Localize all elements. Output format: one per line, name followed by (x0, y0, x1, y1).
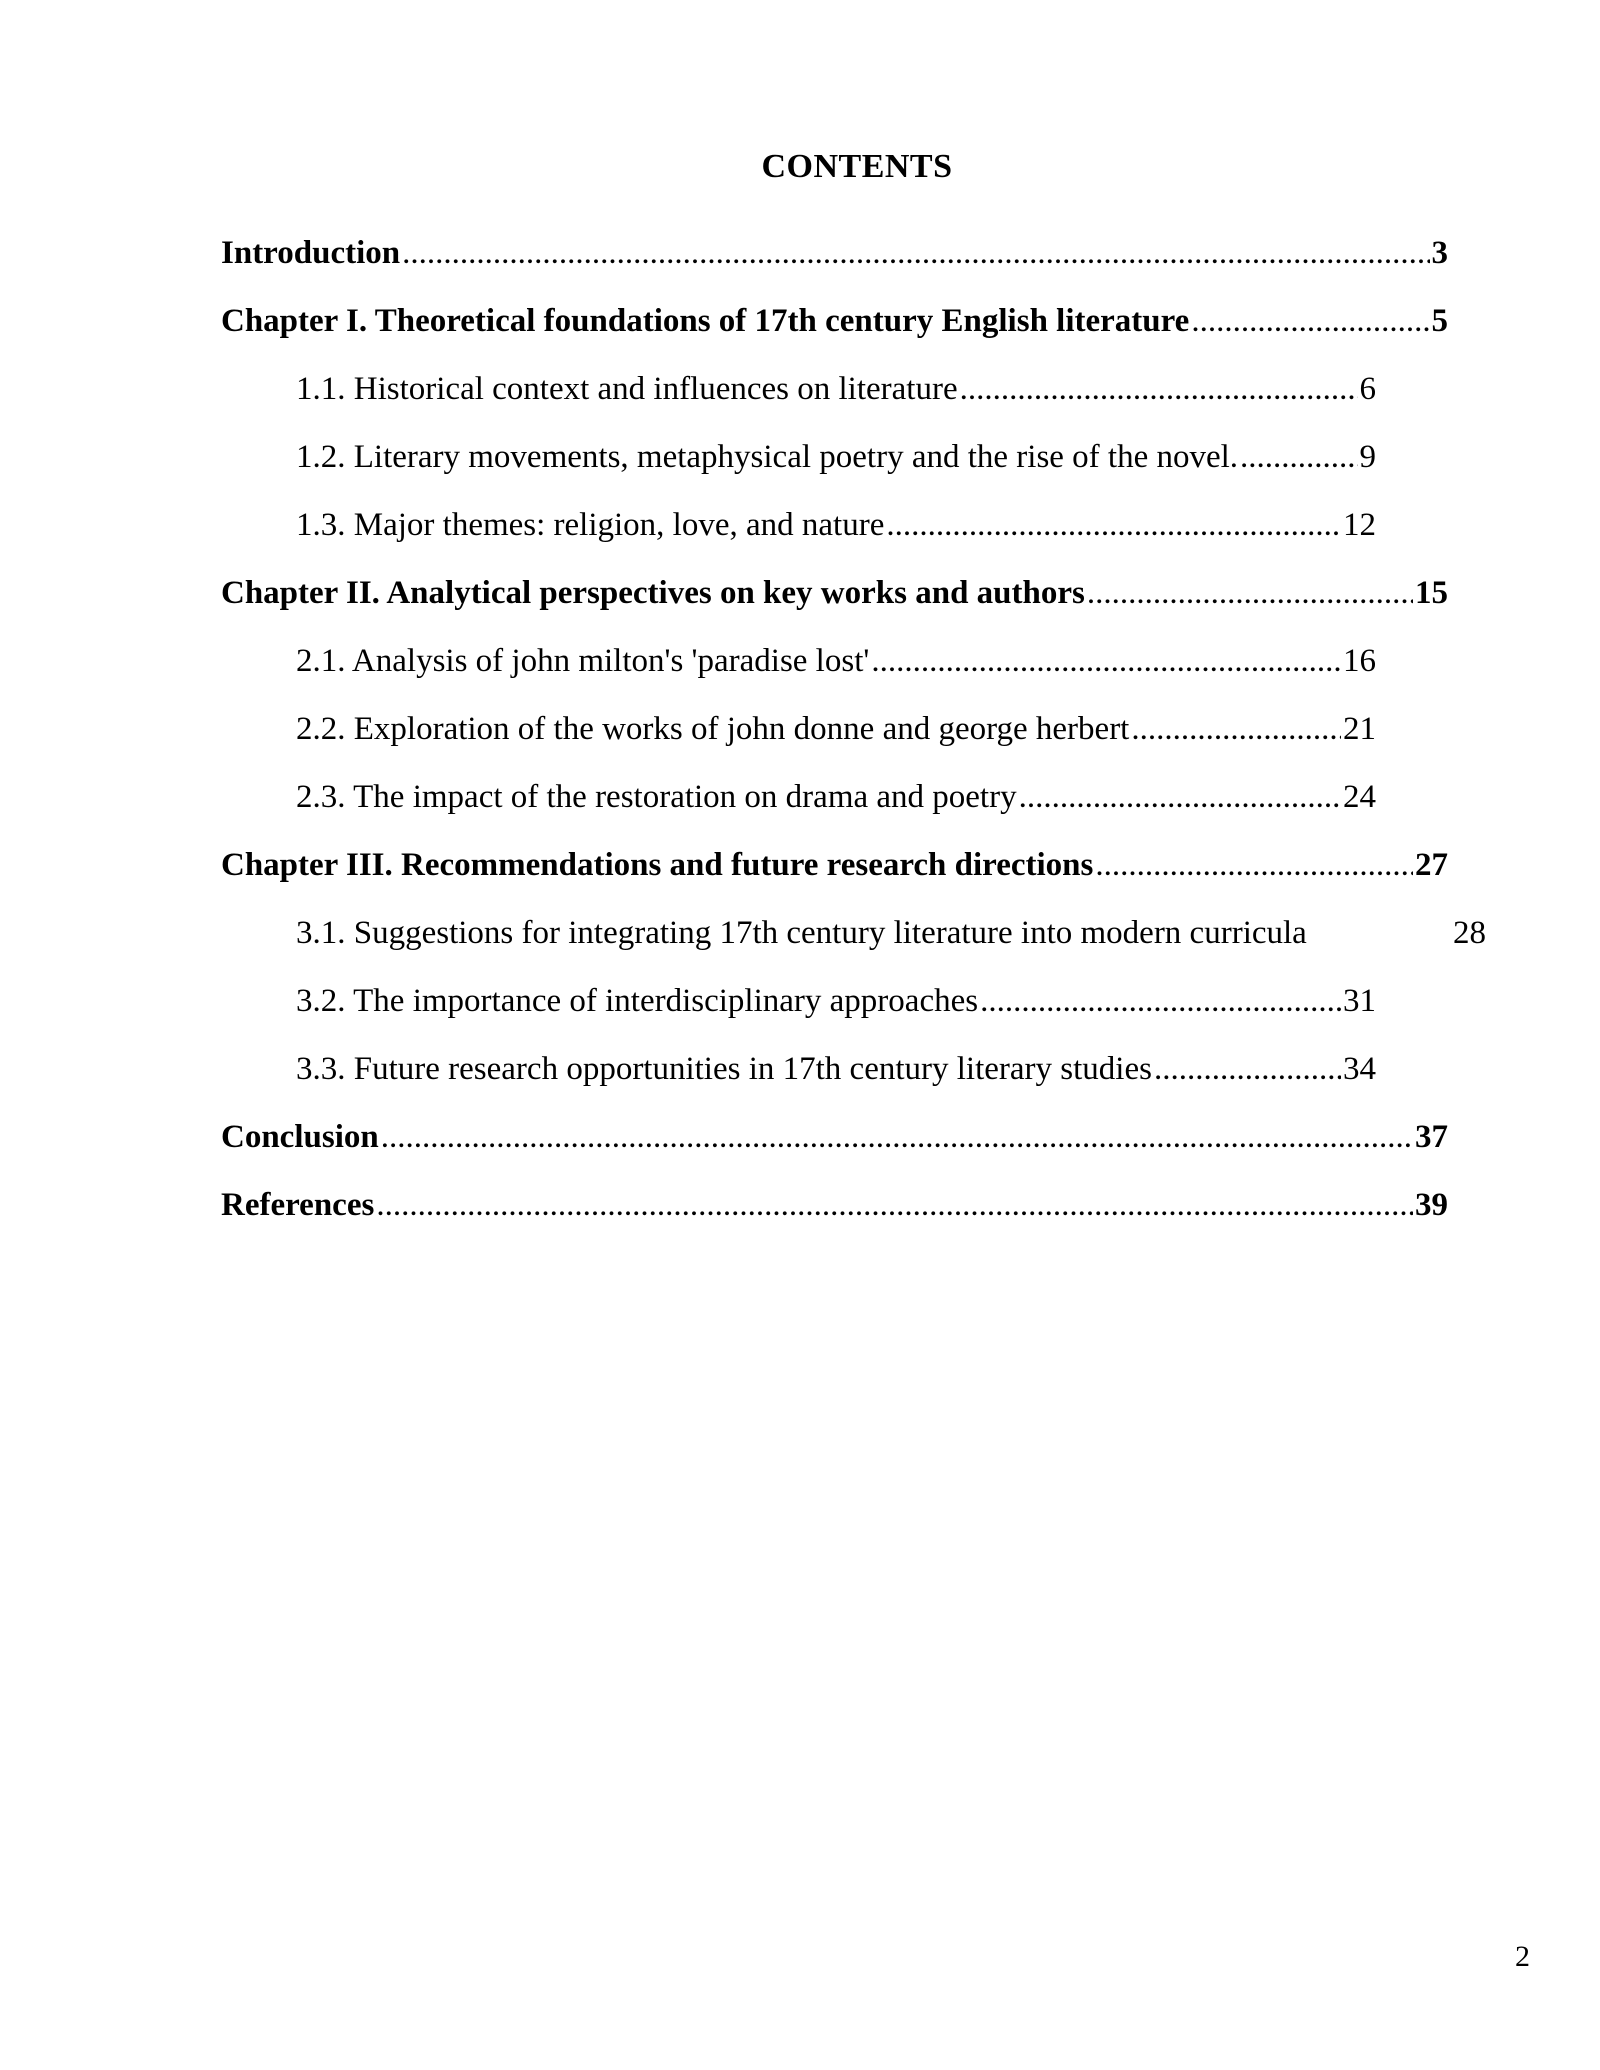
toc-entry-section-1-1[interactable] (296, 371, 1376, 417)
toc-entry-references[interactable] (221, 1187, 1448, 1233)
toc-entry-page: 16 (1343, 643, 1376, 679)
toc-entry-label: Chapter I. Theoretical foundations of 17th century English literature (221, 303, 1190, 339)
toc-entry-section-2-3[interactable] (296, 779, 1376, 825)
toc-entry-section-3-2[interactable] (296, 983, 1376, 1029)
toc-entry-page: 3 (1431, 235, 1448, 271)
page-number: 2 (1515, 1940, 1530, 1973)
toc-leader-dots (960, 371, 1358, 408)
toc-leader-dots (1154, 1051, 1341, 1088)
toc-leader-dots (402, 235, 1429, 272)
toc-entry-page: 24 (1343, 779, 1376, 815)
toc-entry-section-1-2[interactable] (296, 439, 1376, 485)
toc-leader-dots (1019, 779, 1341, 816)
toc-leader-dots (1191, 303, 1429, 340)
toc-entry-label: 3.1. Suggestions for integrating 17th century literature into modern curricula (296, 915, 1307, 951)
toc-entry-label: 2.1. Analysis of john milton's 'paradise lost' (296, 643, 870, 679)
toc-entry-chapter-1[interactable] (221, 303, 1448, 349)
toc-entry-chapter-3[interactable] (221, 847, 1448, 893)
toc-entry-section-2-1[interactable] (296, 643, 1376, 689)
toc-entry-page: 21 (1343, 711, 1376, 747)
toc-leader-dots (1095, 847, 1413, 884)
toc-leader-dots (381, 1119, 1413, 1156)
toc-leader-dots (980, 983, 1341, 1020)
toc-entry-section-3-1[interactable] (296, 915, 1486, 961)
toc-entry-page: 31 (1343, 983, 1376, 1019)
toc-leader-dots (871, 643, 1341, 680)
toc-entry-label: 1.3. Major themes: religion, love, and nature (296, 507, 885, 543)
toc-entry-page: 12 (1343, 507, 1376, 543)
toc-leader-dots (1087, 575, 1413, 612)
toc-entry-conclusion[interactable] (221, 1119, 1448, 1165)
toc-entry-page: 28 (1453, 915, 1486, 951)
toc-entry-label: 3.3. Future research opportunities in 17th century literary studies (296, 1051, 1152, 1087)
toc-entry-page: 39 (1415, 1187, 1448, 1223)
toc-entry-page: 27 (1415, 847, 1448, 883)
toc-entry-page: 37 (1415, 1119, 1448, 1155)
toc-entry-page: 6 (1359, 371, 1376, 407)
toc-leader-dots (1240, 439, 1357, 476)
toc-entry-label: Conclusion (221, 1119, 379, 1155)
toc-entry-section-1-3[interactable] (296, 507, 1376, 553)
toc-entry-label: Chapter III. Recommendations and future research directions (221, 847, 1094, 883)
page-title: CONTENTS (761, 148, 953, 185)
toc-leader-dots (886, 507, 1341, 544)
toc-entry-label: 2.2. Exploration of the works of john donne and george herbert (296, 711, 1130, 747)
toc-entry-chapter-2[interactable] (221, 575, 1448, 621)
toc-leader-dots (376, 1187, 1413, 1224)
toc-entry-label: 1.2. Literary movements, metaphysical poetry and the rise of the novel. (296, 439, 1239, 475)
toc-entry-page: 5 (1431, 303, 1448, 339)
toc-entry-introduction[interactable] (221, 235, 1448, 281)
toc-entry-page: 15 (1415, 575, 1448, 611)
toc-entry-label: 1.1. Historical context and influences on literature (296, 371, 958, 407)
toc-entry-label: 3.2. The importance of interdisciplinary approaches (296, 983, 979, 1019)
toc-leader-dots (1131, 711, 1341, 748)
toc-entry-label: Chapter II. Analytical perspectives on key works and authors (221, 575, 1085, 611)
toc-entry-page: 9 (1359, 439, 1376, 475)
toc-entry-page: 34 (1343, 1051, 1376, 1087)
toc-entry-section-2-2[interactable] (296, 711, 1376, 757)
toc-entry-label: References (221, 1187, 375, 1223)
toc-entry-label: 2.3. The impact of the restoration on drama and poetry (296, 779, 1017, 815)
toc-entry-label: Introduction (221, 235, 401, 271)
toc-entry-section-3-3[interactable] (296, 1051, 1376, 1097)
